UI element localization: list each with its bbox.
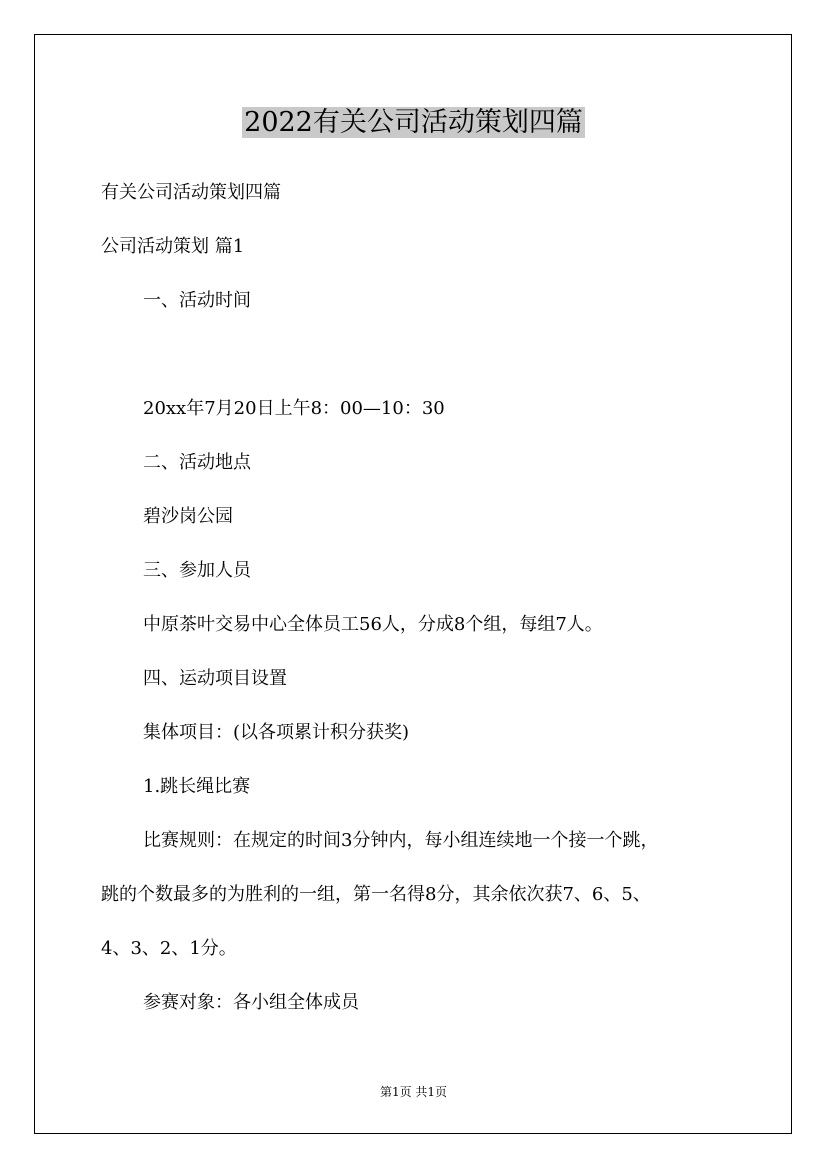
paragraph-rules-line-2: 跳的个数最多的为胜利的一组，第一名得8分，其余依次获7、6、5、 xyxy=(101,884,651,905)
paragraph-participants-value: 中原茶叶交易中心全体员工56人，分成8个组，每组7人。 xyxy=(143,614,603,635)
paragraph-event-jump-rope: 1.跳长绳比赛 xyxy=(143,776,251,797)
document-title-text: 2022有关公司活动策划四篇 xyxy=(244,107,583,138)
paragraph-section-heading: 公司活动策划 篇1 xyxy=(101,236,245,257)
page-footer: 第1页 共1页 xyxy=(379,1085,448,1099)
document-title xyxy=(0,98,827,148)
paragraph-rules-line-1: 比赛规则：在规定的时间3分钟内，每小组连续地一个接一个跳， xyxy=(143,830,659,851)
paragraph-heading-events: 四、运动项目设置 xyxy=(143,668,287,689)
paragraph-heading-location: 二、活动地点 xyxy=(143,452,251,473)
paragraph-group-events: 集体项目：(以各项累计积分获奖) xyxy=(143,722,410,743)
paragraph-location-value: 碧沙岗公园 xyxy=(143,506,233,527)
paragraph-participants-target: 参赛对象：各小组全体成员 xyxy=(143,992,359,1013)
paragraph-heading-time: 一、活动时间 xyxy=(143,290,251,311)
paragraph-subtitle: 有关公司活动策划四篇 xyxy=(101,182,281,203)
paragraph-heading-participants: 三、参加人员 xyxy=(143,560,251,581)
paragraph-rules-line-3: 4、3、2、1分。 xyxy=(101,938,237,959)
paragraph-time-value: 20xx年7月20日上午8：00—10：30 xyxy=(143,398,445,419)
